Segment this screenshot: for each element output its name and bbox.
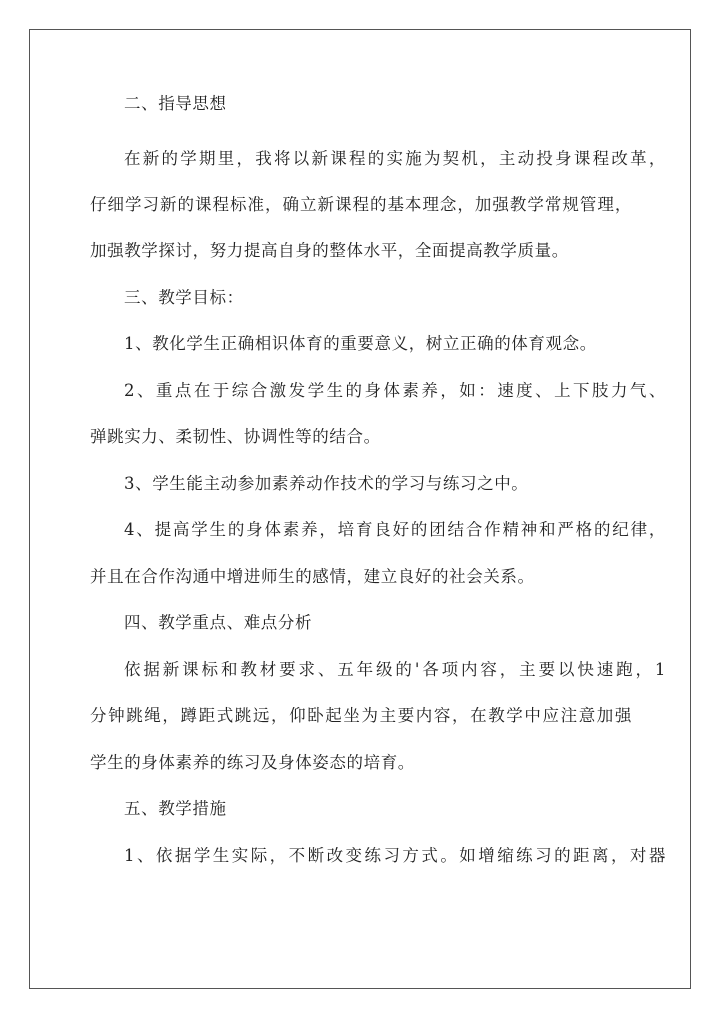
paragraph-line: 加强教学探讨，努力提高自身的整体水平，全面提高教学质量。 (90, 241, 569, 260)
paragraph-line: 并且在合作沟通中增进师生的感情，建立良好的社会关系。 (90, 567, 535, 586)
paragraph-line: 仔细学习新的课程标准，确立新课程的基本理念，加强教学常规管理， (90, 195, 632, 214)
list-item: 4、提高学生的身体素养，培育良好的团结合作精神和严格的纪律， (124, 520, 666, 539)
paragraph-line: 学生的身体素养的练习及身体姿态的培育。 (90, 753, 415, 772)
list-item: 2、重点在于综合激发学生的身体素养，如：速度、上下肢力气、 (124, 381, 666, 400)
heading-teaching-measures: 五、教学措施 (124, 799, 227, 818)
paragraph-line: 分钟跳绳，蹲距式跳远，仰卧起坐为主要内容，在教学中应注意加强 (90, 706, 632, 725)
paragraph-line: 在新的学期里，我将以新课程的实施为契机，主动投身课程改革， (124, 149, 666, 168)
paragraph-line: 依据新课标和教材要求、五年级的'各项内容，主要以快速跑，1 (124, 660, 666, 679)
heading-guiding-ideology: 二、指导思想 (124, 94, 227, 113)
list-item: 1、依据学生实际，不断改变练习方式。如增缩练习的距离，对器 (124, 846, 666, 865)
heading-key-difficult-points: 四、教学重点、难点分析 (124, 613, 313, 632)
paragraph-line: 弹跳实力、柔韧性、协调性等的结合。 (90, 427, 381, 446)
list-item: 3、学生能主动参加素养动作技术的学习与练习之中。 (124, 474, 529, 493)
heading-teaching-goals: 三、教学目标： (124, 288, 244, 307)
list-item: 1、教化学生正确相识体育的重要意义，树立正确的体育观念。 (124, 334, 597, 353)
